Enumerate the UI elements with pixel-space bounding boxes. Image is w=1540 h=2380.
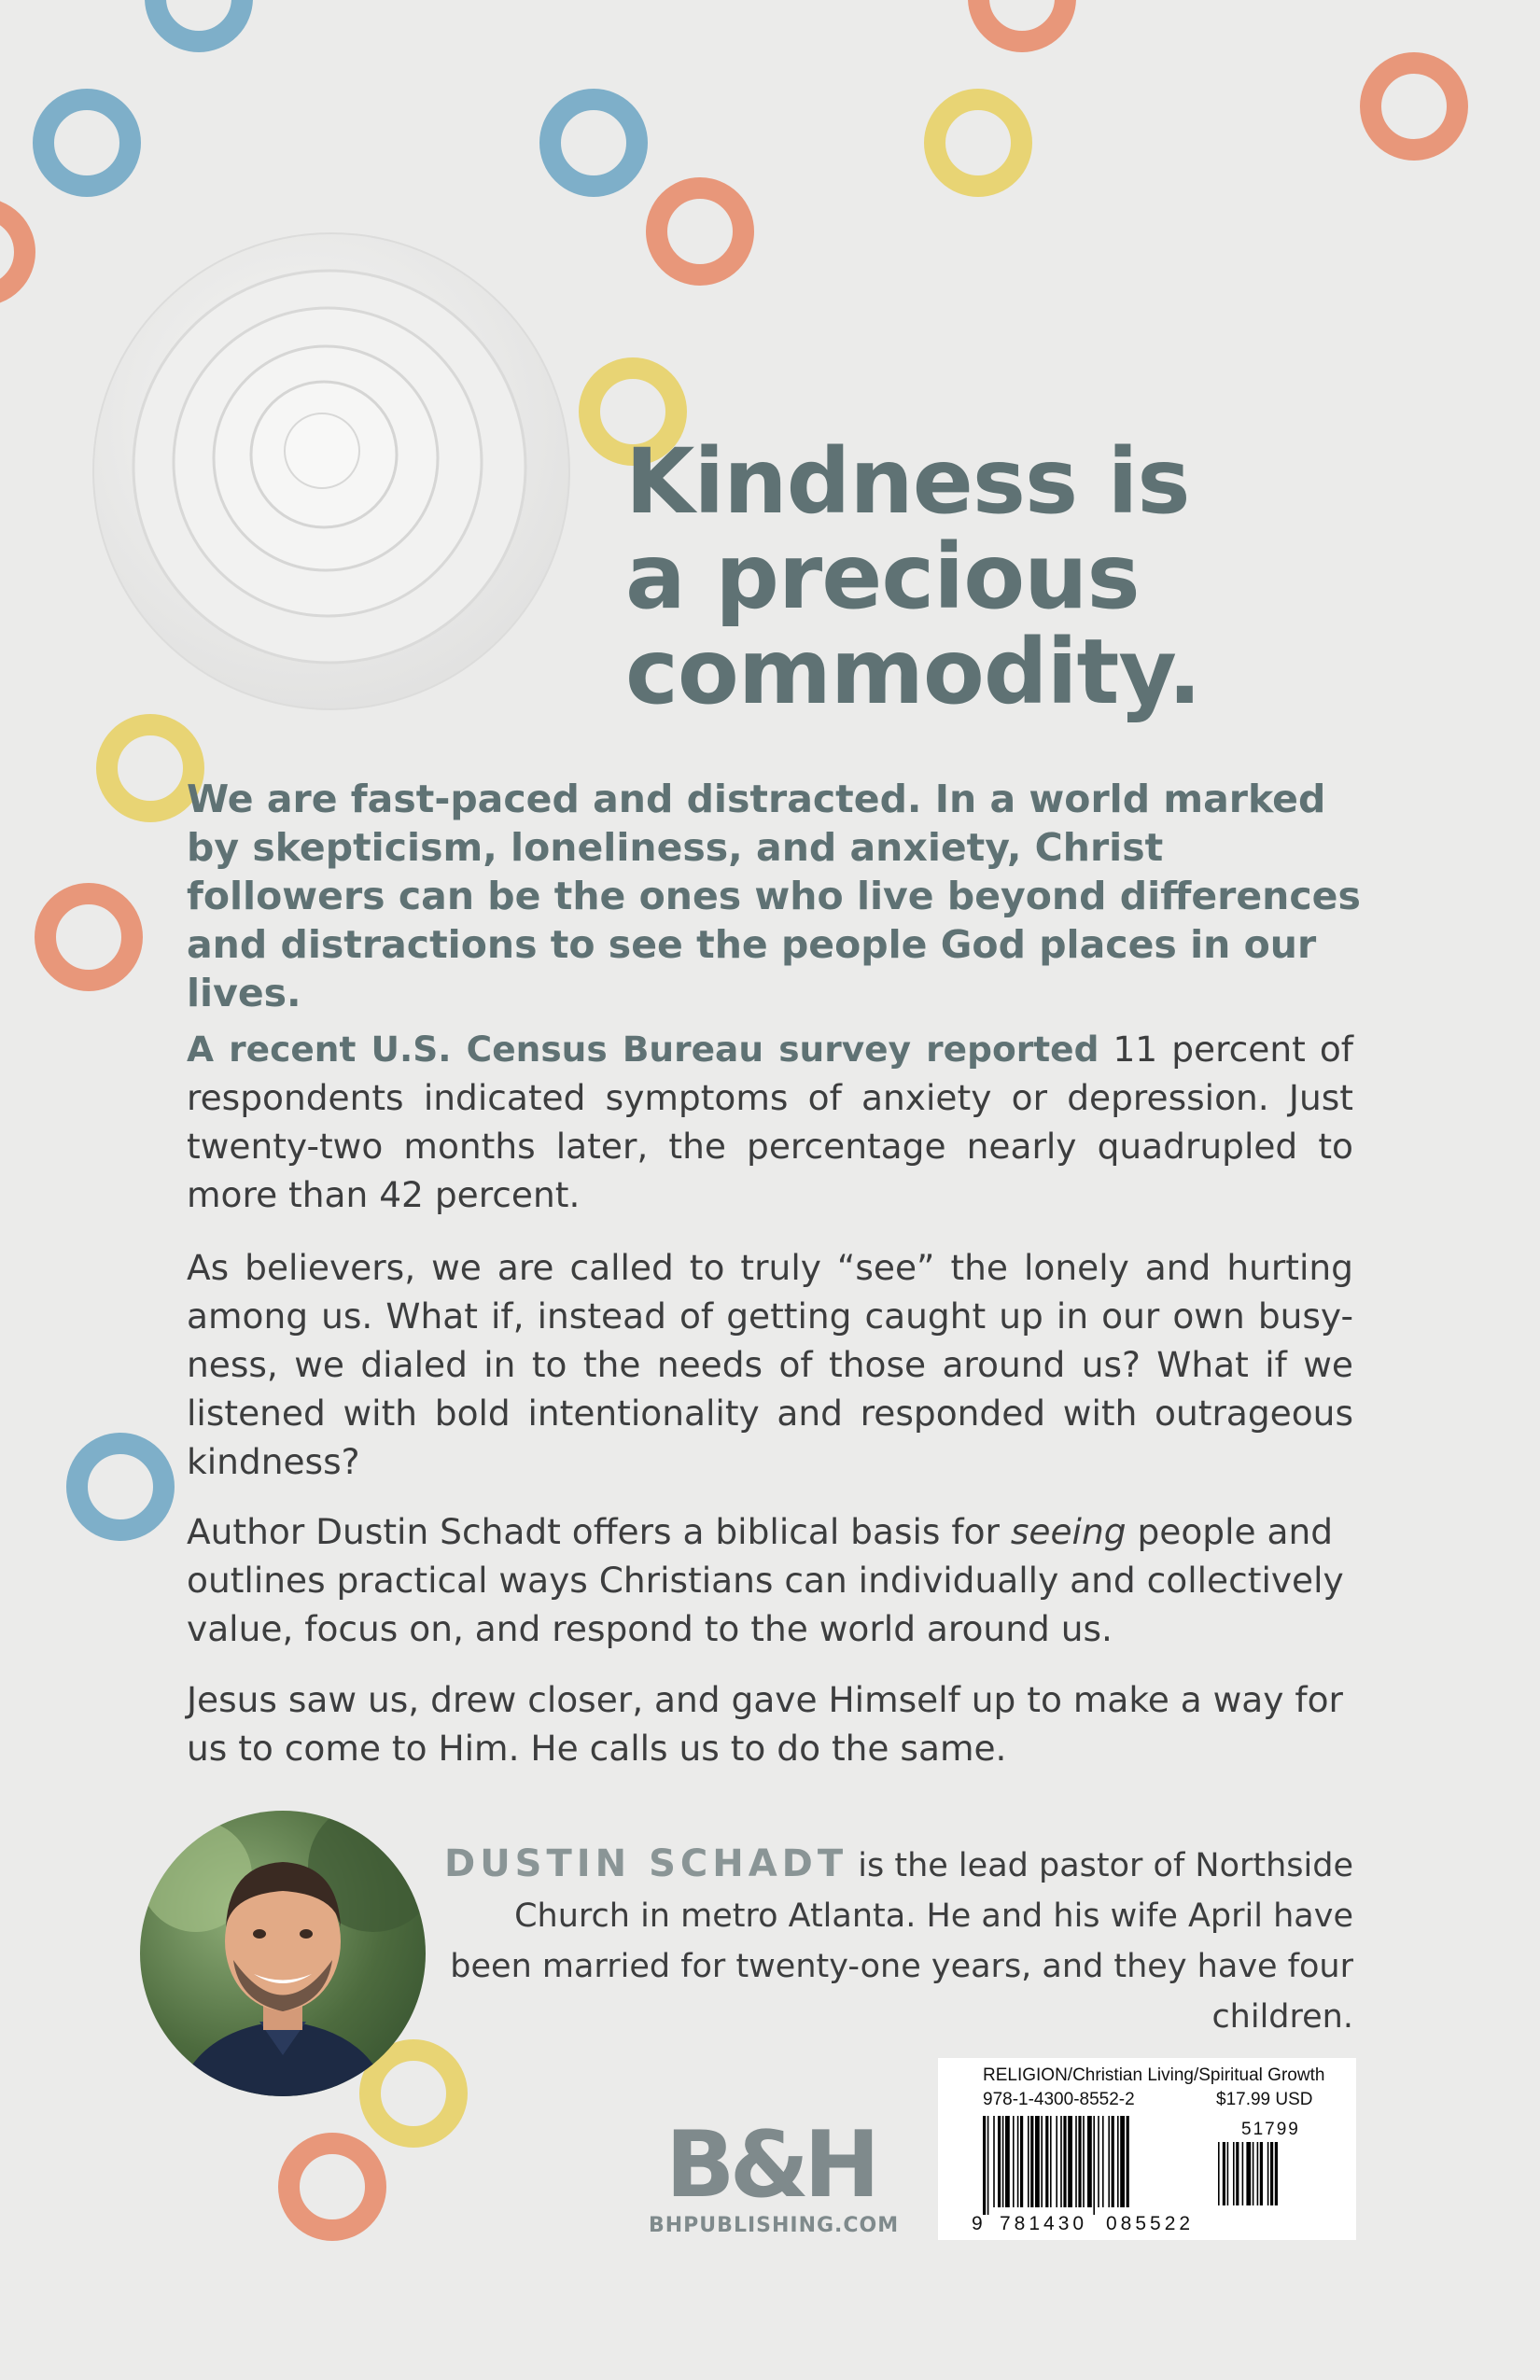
decor-ring-blue [539,89,648,197]
barcode-price-code: 51799 [1241,2120,1300,2139]
author-name: DUSTIN SCHADT [444,1842,848,1885]
publisher-url: BHPUBLISHING.COM [649,2214,900,2237]
author-portrait-graphic [140,1811,426,2096]
body-paragraph-3-end: people and outlines practical ways Christians can individually and collectively value, focus on, and respond to the world around us. [187,1511,1344,1649]
body-paragraph-3 [187,1507,1353,1653]
publisher-logo-mark: B&H [665,2112,875,2219]
decor-ring-blue [33,89,141,197]
body-paragraph-3-start: Author Dustin Schadt offers a biblical basis for [187,1511,1011,1552]
headline-line-2: a precious [625,525,1140,629]
barcode-isbn: 978-1-4300-8552-2 [983,2090,1135,2109]
decor-ring-orange [0,198,35,306]
embossed-rings-graphic [89,229,574,714]
body-paragraph-1-bold: A recent U.S. Census Bureau survey reported [187,1029,1099,1070]
publisher-logo [649,2112,900,2240]
decor-ring-orange [35,883,143,991]
decor-ring-orange [968,0,1076,52]
author-bio-text: is the lead pastor of Northside Church in metro Atlanta. He and his wife April have been married for twenty-one years, and they have four children. [450,1847,1353,2036]
barcode-box [938,2058,1356,2240]
decor-ring-blue [145,0,253,52]
lead-paragraph: We are fast-paced and distracted. In a world marked by skepticism, loneliness, and anxiety, Christ followers can be the ones who live beyond differences and distractions to see the people God places in our lives. [187,777,1361,1015]
headline-line-3: commodity. [625,620,1201,724]
decor-ring-orange [646,177,754,286]
body-paragraph-4 [187,1675,1353,1772]
decor-ring-orange [1360,52,1468,161]
body-paragraph-2 [187,1243,1353,1486]
barcode-digits-lead: 9 [972,2213,983,2234]
price-barcode [1218,2142,1330,2205]
barcode-digits-right: 085522 [1106,2213,1195,2234]
decor-ring-blue [66,1433,175,1541]
body-paragraph-2-text: As believers, we are called to truly “see” the lonely and hurting among us. What if, instead of getting caught up in our own busy-ness, we dialed in to the needs of those around us? What if we listened with bold intentionality and responded with outrageous kindness? [187,1247,1353,1482]
body-paragraph-4-text: Jesus saw us, drew closer, and gave Himself up to make a way for us to come to Him. He calls us to do the same. [187,1679,1343,1769]
barcode-category: RELIGION/Christian Living/Spiritual Growth [983,2065,1325,2085]
decor-ring-yellow [924,89,1032,197]
body-paragraph-1-rest: 11 percent of respondents indicated symptoms of anxiety or depression. Just twenty-two months later, the percentage nearly quadrupled to more than 42 percent. [187,1029,1353,1215]
barcode-price: $17.99 USD [1216,2090,1313,2109]
isbn-barcode [983,2116,1207,2215]
body-paragraph-1 [187,1025,1353,1219]
author-photo [140,1811,426,2096]
decor-ring-orange [278,2133,386,2241]
headline-line-1: Kindness is [625,429,1190,534]
headline [625,429,1465,724]
barcode-digits-left: 781430 [1000,2213,1088,2234]
author-bio [434,1839,1353,2042]
body-paragraph-3-emphasis: seeing [1010,1511,1127,1552]
